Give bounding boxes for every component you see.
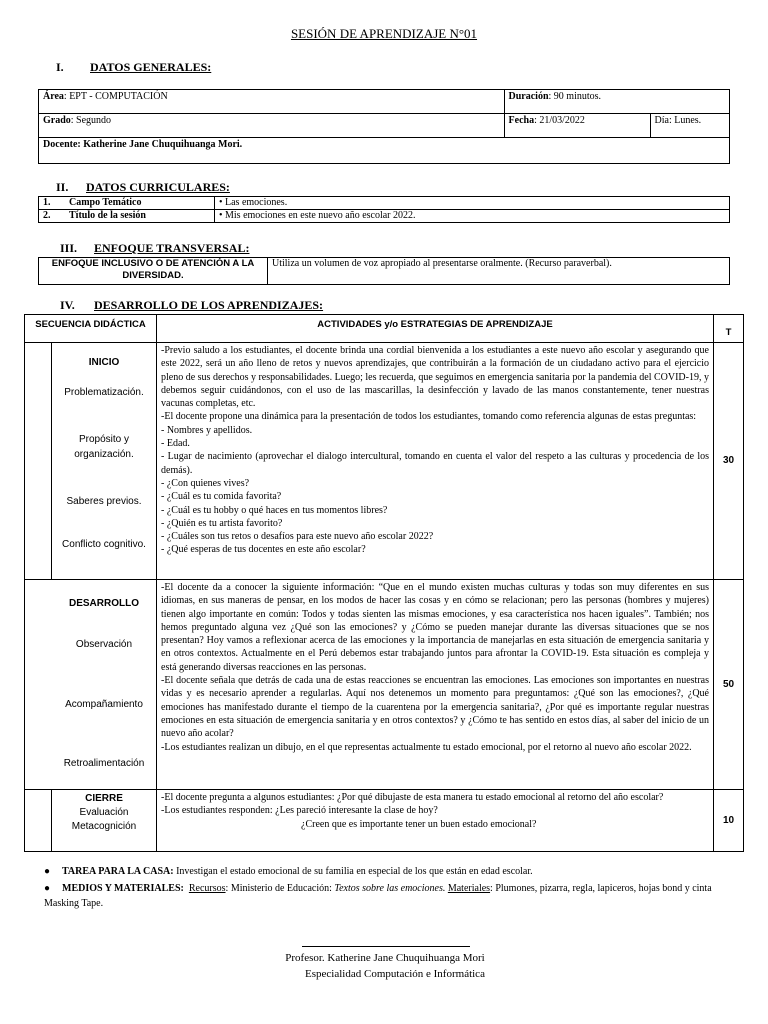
activity-line: -Los estudiantes responden: ¿Les pareció interesante la clase de hoy? — [161, 805, 438, 817]
curricular-row — [39, 210, 730, 223]
activities-cierre — [157, 790, 714, 852]
tarea-text: Investigan el estado emocional de su familia en especial de los que están en edad escolar. — [173, 866, 533, 877]
header-secuencia: SECUENCIA DIDÁCTICA — [25, 315, 157, 343]
enfoque-label-cell: ENFOQUE INCLUSIVO O DE ATENCIÓN A LA DIVERSIDAD. — [39, 258, 268, 285]
label-desarrollo: DESARROLLO — [69, 598, 139, 609]
label-inicio: INICIO — [88, 357, 120, 368]
section-number: III. — [60, 241, 78, 255]
table-row-desarrollo — [25, 580, 744, 790]
curricular-table — [38, 196, 730, 223]
header-actividades: ACTIVIDADES y/o ESTRATEGIAS DE APRENDIZAJE — [157, 315, 714, 343]
grado-value: : Segundo — [70, 115, 112, 126]
activities-desarrollo — [157, 580, 714, 790]
time-cierre: 10 — [714, 790, 744, 852]
fecha-label: Fecha — [508, 115, 535, 126]
activity-line: -El docente propone una dinámica para la presentación de todos los estudiantes, tomando como referencia algunas de estas preguntas: — [161, 411, 697, 423]
activity-line: -El docente da a conocer la siguiente información: “Que en el mundo existen muchas culturas y todas son muy diferentes en sus idiomas, en sus maneras de pensar, en los modos de hacer las cosas y en cómo se relacionan; pero las personas (hombres y mujeres) tienen algo importante en común: Todos y todas sienten las mismas emociones, y esa característica nos hacen iguales”. También; nos hemos preguntado alguna vez ¿Qué son las emociones? y ¿Cómo se pueden manejar durante las diversas situaciones que se nos presentan? Hoy vamos a reflexionar acerca de las emociones y la importancia de manejarlas en esta situación de emergencia sanitaria y en otros contextos. Actualmente en el Perú debemos estar trabajando juntos para afrontar la COVID-19. Esta situación es compleja y está generando diversas reacciones en las personas. — [161, 582, 709, 673]
duracion-value: : 90 minutos. — [548, 91, 602, 102]
section-label: DATOS CURRICULARES: — [86, 180, 230, 194]
sequence-cell-inicio — [52, 343, 157, 580]
fecha-cell — [504, 114, 650, 138]
section-heading-curricular — [56, 180, 230, 195]
table-header-row — [25, 315, 744, 343]
activity-line: - Edad. — [161, 438, 190, 450]
learning-sequence-table — [24, 314, 744, 852]
materiales-text: : Plumones, pizarra, regla, lapiceros, hojas bond y cinta Masking Tape. — [44, 883, 712, 909]
enfoque-table — [38, 257, 730, 285]
label-conflicto: Conflicto cognitivo. — [62, 539, 146, 550]
medios-bullet — [44, 882, 734, 911]
page-title: SESIÓN DE APRENDIZAJE N°01 — [290, 26, 478, 41]
time-inicio: 30 — [714, 343, 744, 580]
activity-line: - Nombres y apellidos. — [161, 424, 253, 436]
label-cierre: CIERRE — [85, 793, 123, 804]
grado-cell — [39, 114, 505, 138]
label-retroalimentacion: Retroalimentación — [63, 758, 145, 769]
activity-line: - Lugar de nacimiento (aprovechar el dialogo intercultural, tomando en cuenta el valor del respeto a las culturas y procedencia de los demás). — [161, 451, 709, 476]
section-heading-desarrollo — [60, 298, 323, 313]
sequence-cell-desarrollo — [25, 580, 157, 790]
label-observacion: Observación — [75, 639, 133, 650]
activity-line: - ¿Cuál es tu hobby o qué haces en tus momentos libres? — [161, 504, 388, 516]
sequence-cell-cierre — [52, 790, 157, 852]
curricular-value-cell: • Las emociones. — [215, 197, 730, 210]
signature-name: Profesor. Katherine Jane Chuquihuanga Mori — [285, 952, 485, 964]
header-t: T — [714, 315, 744, 343]
section-number: II. — [56, 180, 69, 194]
activity-line: - ¿Qué esperas de tus docentes en este año escolar? — [161, 544, 366, 556]
label-metacognicion: Metacognición — [71, 821, 137, 832]
signature-line — [302, 946, 470, 947]
activity-line: -El docente pregunta a algunos estudiantes: ¿Por qué dibujaste de esta manera tu estado emocional al retorno del año escolar? — [161, 792, 664, 803]
section-heading-general — [56, 60, 211, 75]
tarea-label: TAREA PARA LA CASA: — [62, 866, 174, 877]
area-value: : EPT - COMPUTACIÓN — [63, 91, 168, 102]
label-evaluacion: Evaluación — [79, 807, 129, 818]
tarea-bullet — [44, 865, 734, 880]
section-number: I. — [56, 60, 64, 74]
signature-specialty: Especialidad Computación e Informática — [305, 968, 485, 980]
blank-cell — [25, 790, 52, 852]
area-label: Área — [43, 91, 64, 102]
row-number: 1. — [43, 197, 51, 208]
activity-line: -Los estudiantes realizan un dibujo, en el que representas actualmente tu estado emocional, por el retorno al nuevo año escolar 2022. — [161, 741, 692, 753]
row-number: 2. — [43, 210, 51, 221]
recursos-text: : Ministerio de Educación: — [225, 883, 335, 894]
label-saberes: Saberes previos. — [66, 496, 142, 507]
grado-label: Grado — [43, 115, 71, 126]
medios-label: MEDIOS Y MATERIALES: — [62, 883, 184, 894]
duracion-label: Duración — [508, 91, 549, 102]
time-desarrollo: 50 — [714, 580, 744, 790]
blank-cell — [25, 343, 52, 580]
activity-line: - ¿Quién es tu artista favorito? — [161, 517, 283, 529]
curricular-label-cell — [39, 210, 215, 223]
dia-cell: Día: Lunes. — [650, 114, 729, 138]
general-data-table — [38, 89, 730, 164]
duracion-cell — [504, 90, 729, 114]
label-acompanamiento: Acompañamiento — [65, 699, 143, 710]
section-label: DESARROLLO DE LOS APRENDIZAJES: — [94, 298, 324, 312]
recursos-italic: Textos sobre las emociones. — [334, 883, 446, 894]
activities-inicio — [157, 343, 714, 580]
materiales-label: Materiales — [447, 883, 491, 894]
enfoque-value-cell: Utiliza un volumen de voz apropiado al presentarse oralmente. (Recurso paraverbal). — [268, 258, 730, 285]
activity-line: - ¿Con quienes vives? — [161, 477, 250, 489]
label-proposito: Propósito y organización. — [74, 434, 134, 460]
activity-line: - ¿Cuáles son tus retos o desafíos para este nuevo año escolar 2022? — [161, 531, 434, 543]
activity-line: ¿Creen que es importante tener un buen estado emocional? — [301, 818, 537, 830]
area-cell — [39, 90, 505, 114]
table-row-inicio — [25, 343, 744, 580]
section-label: ENFOQUE TRANSVERSAL: — [94, 241, 250, 255]
label-problematizacion: Problematización. — [64, 387, 144, 398]
curricular-value-cell: • Mis emociones en este nuevo año escolar 2022. — [215, 210, 730, 223]
activity-line: -El docente señala que detrás de cada una de estas reacciones se encuentran las emociones. Las emociones son importantes en nuestras vidas y es necesario aprender a regularlas. Aquí nos detenemos un momento para preguntamos: ¿Qué son las emociones?, ¿Qué emociones has manifestado durante el tiempo de la cuarentena por la emergencia sanitaria?, ¿Por qué es importante regular nuestras emociones en esta situación de emergencia sanitaria y en otros contextos? y ¿Cómo te has sentido en estos días, al saber del inicio de un nuevo año acolar? — [161, 675, 709, 740]
activity-line: -Previo saludo a los estudiantes, el docente brinda una cordial bienvenida a los estudiantes a este nuevo año escolar y asegurando que este 2022, será un año lleno de retos y nuevos aprendizajes, que contribuirán a la formación de un ciudadano activo para el ejercicio pleno de sus derechos y responsabilidades. Luego; les recuerda, que seguimos en emergencia sanitaria por la pandemia del COVID-19, y debemos seguir cuidándonos, con el uso de las mascarillas, la desinfección y lavado de las manos constantemente, tener nuestras vacunas completas, etc. — [161, 345, 709, 410]
table-row-cierre — [25, 790, 744, 852]
curricular-row — [39, 197, 730, 210]
bullet-icon: ● — [44, 883, 51, 894]
curricular-label-cell — [39, 197, 215, 210]
fecha-value: : 21/03/2022 — [534, 115, 585, 126]
section-number: IV. — [60, 298, 75, 312]
docente-cell: Docente: Katherine Jane Chuquihuanga Mori. — [39, 138, 730, 164]
recursos-label: Recursos — [188, 883, 226, 894]
row-label: Título de la sesión — [69, 210, 146, 221]
section-heading-enfoque — [60, 241, 249, 256]
row-label: Campo Temático — [69, 197, 142, 208]
activity-line: - ¿Cuál es tu comida favorita? — [161, 491, 282, 503]
section-label: DATOS GENERALES: — [90, 60, 212, 74]
bullet-icon: ● — [44, 866, 51, 877]
